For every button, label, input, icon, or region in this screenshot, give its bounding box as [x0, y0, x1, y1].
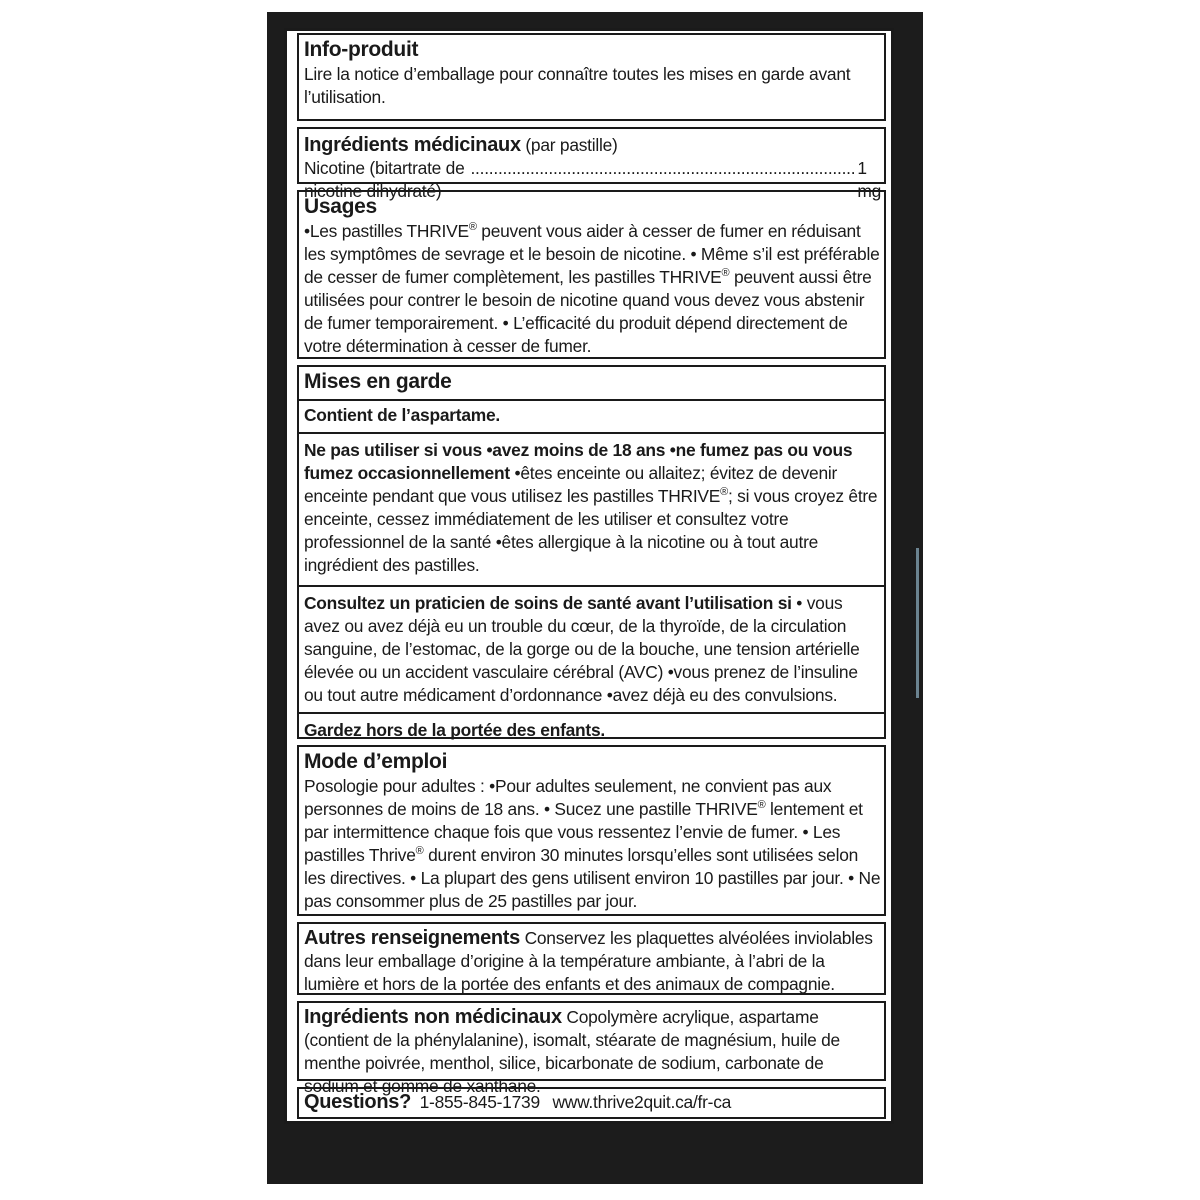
warnings-title: Mises en garde	[304, 370, 452, 393]
usages-text: •Les pastilles THRIVE® peuvent vous aider à cesser de fumer en réduisant les symptômes de sevrage et le besoin de nicotine. • Même s’il est préférable de cesser de fumer complètement, les pastilles THRIVE® peuvent aussi être utilisées pour contrer le besoin de nicotine quand vous devez vous abstenir de fumer temporairement. • L’efficacité du produit dépend directement de votre détermination à cesser de fumer.	[304, 221, 880, 356]
questions-phone: 1-855-845-1739	[419, 1092, 540, 1112]
active-ingredients-title: Ingrédients médicinaux	[304, 134, 521, 156]
questions-url: www.thrive2quit.ca/fr-ca	[552, 1092, 732, 1112]
other-information-title: Autres renseignements	[304, 927, 520, 949]
info-produit-section	[297, 33, 886, 121]
do-not-use-warning: Ne pas utiliser si vous •avez moins de 18 ans •ne fumez pas ou vous fumez occasionnellement •êtes enceinte ou allaitez; évitez de devenir enceinte pendant que vous utilisez les pastilles THRIVE®; si vous croyez être enceinte, cessez immédiatement de les utiliser et consultez votre professionnel de la santé •êtes allergique à la nicotine ou à tout autre ingrédient des pastilles.	[299, 432, 884, 585]
active-ingredient-name: Nicotine (bitartrate de nicotine dihydraté)	[304, 158, 465, 201]
inactive-ingredients-title: Ingrédients non médicinaux	[304, 1006, 562, 1028]
inactive-ingredients-section	[297, 1001, 886, 1096]
warnings-section	[297, 365, 886, 739]
usages-section	[297, 190, 886, 359]
inactive-ingredients-text: Copolymère acrylique, aspartame (contient de la phénylalanine), isomalt, stéarate de magnésium, huile de menthe poivrée, menthol, silice, bicarbonate de sodium, carbonate de sodium et gomme de xanthane.	[304, 1007, 840, 1096]
usages-title: Usages	[304, 195, 377, 218]
registered-mark: ®	[468, 221, 477, 234]
questions-section	[297, 1087, 886, 1119]
registered-mark: ®	[721, 267, 730, 280]
consult-warning: Consultez un praticien de soins de santé avant l’utilisation si • vous avez ou avez déjà eu un trouble du cœur, de la thyroïde, de la circulation sanguine, de l’estomac, de la gorge ou de la bouche, une tension artérielle élevée ou un accident vasculaire cérébral (AVC) •vous prenez de l’insuline ou tout autre médicament d’ordonnance •avez déjà eu des convulsions.	[299, 585, 884, 712]
directions-text: Posologie pour adultes : •Pour adultes seulement, ne convient pas aux personnes de moins de 18 ans. • Sucez une pastille THRIVE® lentement et par intermittence chaque fois que vous ressentez l’envie de fumer. • Les pastilles Thrive® durent environ 30 minutes lorsqu’elles sont utilisées selon les directives. • La plupart des gens utilisent environ 10 pastilles par jour. • Ne pas consommer plus de 25 pastilles par jour.	[304, 776, 881, 911]
dot-leader: ....................................................................................	[470, 158, 856, 178]
drug-facts-panel	[284, 28, 894, 1124]
package-edge-highlight	[916, 548, 919, 698]
info-produit-text: Lire la notice d’emballage pour connaître toutes les mises en garde avant l’utilisation.	[304, 64, 851, 107]
other-information-text: Conservez les plaquettes alvéolées inviolables dans leur emballage d’origine à la température ambiante, à l’abri de la lumière et hors de la portée des enfants et des animaux de compagnie.	[304, 928, 873, 994]
keep-out-of-reach-warning: Gardez hors de la portée des enfants.	[299, 712, 884, 747]
registered-mark: ®	[720, 486, 728, 499]
registered-mark: ®	[415, 845, 424, 858]
directions-title: Mode d’emploi	[304, 750, 448, 773]
active-ingredients-section	[297, 127, 886, 201]
other-information-section	[297, 922, 886, 995]
info-produit-title: Info-produit	[304, 38, 419, 61]
questions-title: Questions?	[304, 1091, 412, 1113]
registered-mark: ®	[757, 799, 766, 812]
directions-section	[297, 745, 886, 916]
active-ingredients-qualifier: (par pastille)	[525, 135, 618, 155]
aspartame-warning: Contient de l’aspartame.	[299, 399, 884, 432]
active-ingredient-amount: 1 mg	[857, 158, 882, 201]
